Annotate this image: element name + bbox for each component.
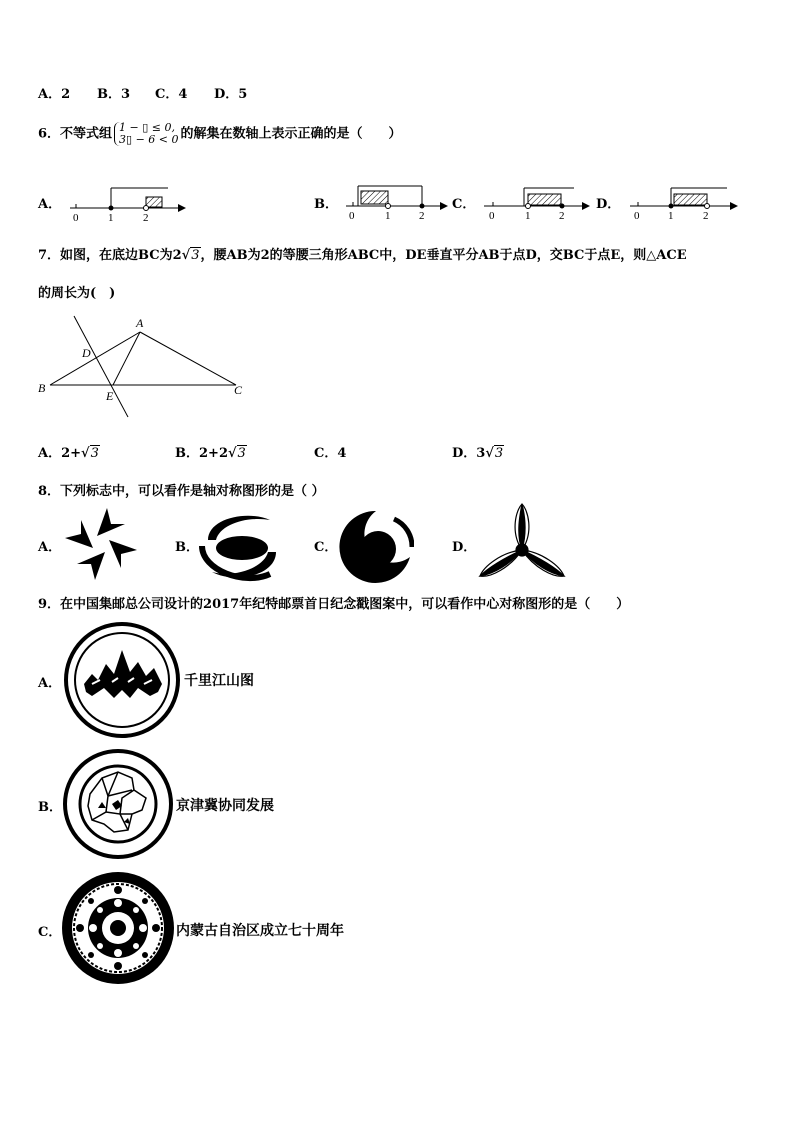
svg-text:2: 2: [559, 210, 565, 222]
stamp-a-landscape-icon: [62, 622, 184, 740]
q8-option-c-label: C．: [314, 540, 338, 555]
q9-option-c-label: C．: [38, 925, 62, 940]
q6-number-lines: [0, 0, 794, 240]
q9-option-a-caption: 千里江山图: [184, 673, 254, 689]
sqrt-symbol: √3: [181, 248, 200, 263]
svg-text:0: 0: [634, 210, 640, 222]
svg-text:0: 0: [489, 210, 495, 222]
q7-option-b: B．2+2√3: [175, 446, 246, 461]
q7-option-a: A．2+√3: [38, 446, 99, 461]
svg-text:2: 2: [419, 210, 425, 222]
q9-option-c-caption: 内蒙古自治区成立七十周年: [176, 923, 344, 939]
svg-text:2: 2: [143, 212, 149, 224]
q9-option-b-caption: 京津冀协同发展: [176, 798, 274, 814]
svg-text:2: 2: [703, 210, 709, 222]
q5-option-c: C．4: [155, 87, 188, 102]
q8-option-d-label: D．: [452, 540, 477, 555]
number-line-a: [70, 188, 186, 224]
svg-text:0: 0: [73, 212, 79, 224]
number-line-b: [346, 186, 448, 222]
q5-option-d: D．5: [214, 87, 248, 102]
svg-text:0: 0: [349, 210, 355, 222]
stamp-c-ornament-icon: [60, 870, 176, 986]
svg-text:B: B: [38, 381, 46, 395]
q8-stem: 8．下列标志中，可以看作是轴对称图形的是（ ）: [38, 484, 325, 499]
svg-text:C: C: [234, 383, 243, 397]
svg-text:D: D: [82, 346, 91, 360]
logo-a-pinwheel-icon: [62, 505, 140, 583]
number-line-d: [630, 188, 738, 222]
stamp-b-map-icon: [62, 748, 176, 860]
q9-option-b-label: B．: [38, 800, 62, 815]
q6-option-b-label: B．: [314, 197, 338, 212]
q7-stem-line2: 的周长为( ): [38, 286, 116, 301]
svg-text:1: 1: [668, 210, 674, 222]
q7-triangle-figure: [36, 312, 246, 422]
q7-stem-line1: 7．如图，在底边BC为2√3，腰AB为2的等腰三角形ABC中，DE垂直平分AB于点D，交BC于点E，则△ACE: [38, 248, 687, 263]
q9-stem: 9．在中国集邮总公司设计的2017年纪特邮票首日纪念戳图案中，可以看作中心对称图形的是（ ）: [38, 597, 630, 612]
q6-option-d-label: D．: [596, 197, 621, 212]
q6-option-c-label: C．: [452, 197, 476, 212]
q8-option-a-label: A．: [38, 540, 62, 555]
q7-option-c: C．4: [314, 446, 347, 461]
svg-text:1: 1: [525, 210, 531, 222]
q6-stem: 6．不等式组 1 − ▯ ≤ 0, 3▯ − 6 < 0 的解集在数轴上表示正确的是（ ）: [38, 121, 402, 146]
svg-text:1: 1: [108, 212, 114, 224]
q6-option-a-label: A．: [38, 197, 62, 212]
q7-option-d: D．3√3: [452, 446, 504, 461]
logo-c-circle-crescent-icon: [338, 509, 414, 585]
q6-inequality-system: 1 − ▯ ≤ 0, 3▯ − 6 < 0: [114, 122, 178, 146]
q5-option-a: A．2: [38, 87, 71, 102]
q9-option-a-label: A．: [38, 676, 62, 691]
logo-d-three-petals-icon: [476, 502, 568, 584]
logo-b-crescent-icon: [198, 510, 286, 584]
q5-option-b: B．3: [97, 87, 131, 102]
q8-option-b-label: B．: [175, 540, 199, 555]
svg-text:A: A: [136, 316, 144, 330]
number-line-c: [484, 188, 590, 222]
svg-text:1: 1: [385, 210, 391, 222]
svg-text:E: E: [106, 389, 114, 403]
